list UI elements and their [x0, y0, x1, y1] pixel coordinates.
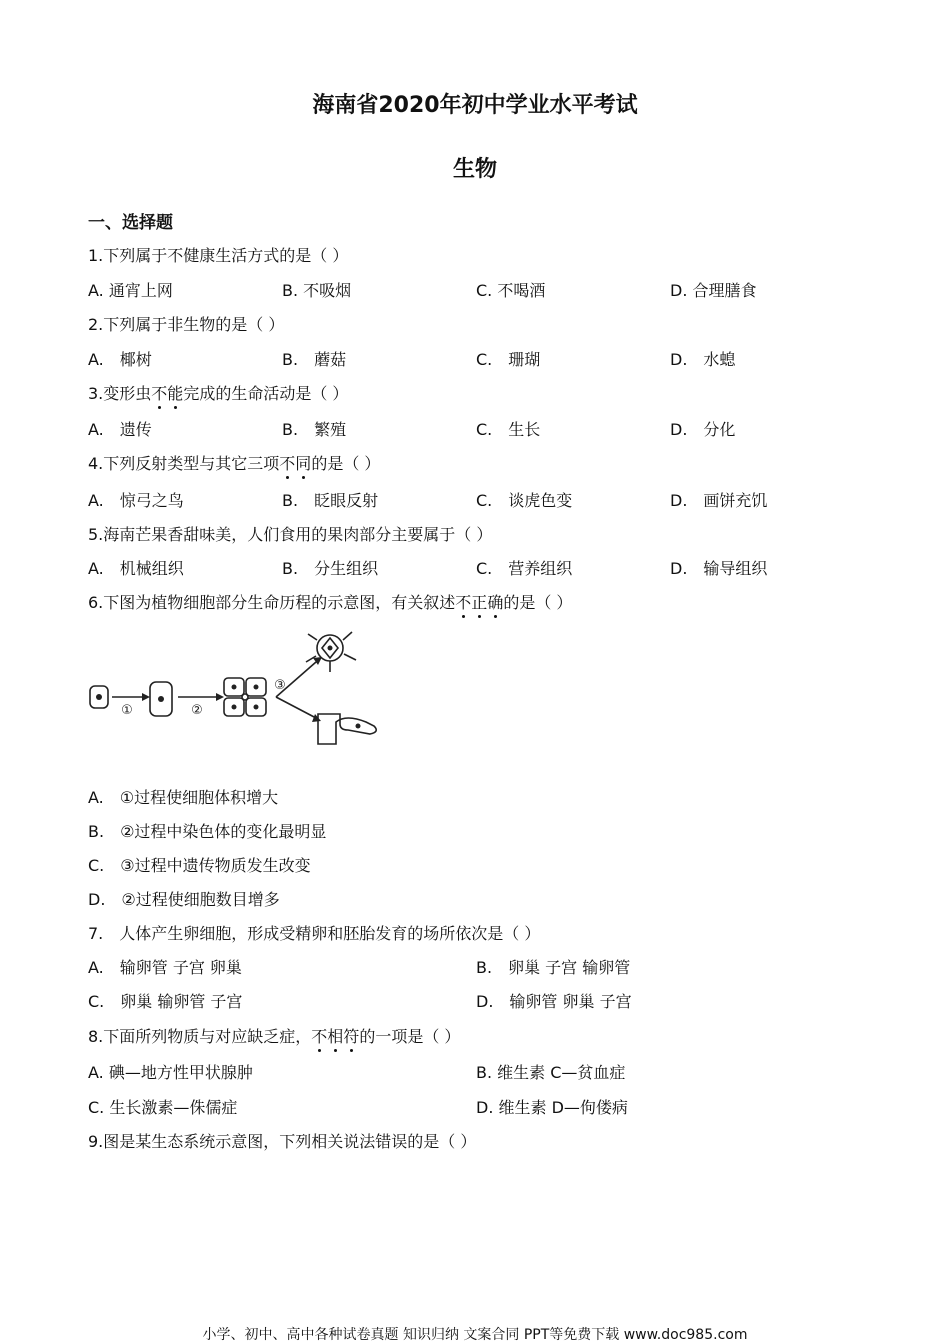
- step-label-2: ②: [191, 703, 203, 718]
- q1-option-d: D. 合理膳食: [670, 281, 757, 300]
- q2-option-d: D. 水螅: [670, 350, 736, 369]
- q6-stem-post: 的是（ ）: [503, 593, 573, 612]
- question-8-stem: [88, 1024, 460, 1047]
- q4-option-c: C. 谈虎色变: [476, 491, 573, 510]
- q4-option-b: B. 眨眼反射: [282, 491, 379, 510]
- q4-stem-post: 的是（ ）: [311, 454, 381, 473]
- question-7-stem: 7. 人体产生卵细胞，形成受精卵和胚胎发育的场所依次是（ ）: [88, 924, 541, 943]
- q8-stem-post: 的一项是（ ）: [359, 1027, 461, 1046]
- arrowhead-3-lower: [312, 714, 321, 722]
- page-footer: 小学、初中、高中各种试卷真题 知识归纳 文案合同 PPT等免费下载 www.doc985.com: [202, 1327, 748, 1343]
- question-5-stem: 5.海南芒果香甜味美，人们食用的果肉部分主要属于（ ）: [88, 525, 493, 544]
- q4-emphasis-char: 同: [295, 451, 311, 474]
- q2-option-c: C. 珊瑚: [476, 350, 541, 369]
- divided-cells: [224, 678, 266, 716]
- q8-emphasis-char: 符: [343, 1024, 359, 1047]
- q4-stem-pre: 4.下列反射类型与其它三项: [88, 454, 280, 473]
- q8-stem-pre: 8.下面所列物质与对应缺乏症，: [88, 1027, 312, 1046]
- q6-option-c: C. ③过程中遗传物质发生改变: [88, 856, 311, 875]
- q7-option-c: C. 卵巢 输卵管 子宫: [88, 992, 243, 1011]
- q6-option-d: D. ②过程使细胞数目增多: [88, 890, 280, 909]
- q8-option-c: C. 生长激素—侏儒症: [88, 1098, 238, 1117]
- q6-emphasis-char: 不: [455, 590, 471, 613]
- differentiated-cell-stellate: [306, 632, 356, 672]
- q7-option-b: B. 卵巢 子宫 输卵管: [476, 958, 631, 977]
- q8-emphasis-char: 相: [327, 1024, 343, 1047]
- q5-option-d: D. 输导组织: [670, 559, 768, 578]
- step-label-3: ③: [274, 678, 286, 693]
- plant-cell-diagram: [84, 626, 384, 756]
- q1-option-b: B. 不吸烟: [282, 281, 352, 300]
- q8-emphasis-char: 不: [311, 1024, 327, 1047]
- q3-emphasis-char: 能: [167, 381, 183, 404]
- section-heading: 一、选择题: [88, 213, 173, 233]
- subject-title: 生物: [452, 157, 497, 182]
- q8-option-b: B. 维生素 C—贫血症: [476, 1063, 626, 1082]
- q7-option-d: D. 输卵管 卵巢 子宫: [476, 992, 632, 1011]
- q3-option-b: B. 繁殖: [282, 420, 347, 439]
- q6-option-a: A. ①过程使细胞体积增大: [88, 788, 279, 807]
- question-3-stem: [88, 381, 348, 404]
- q2-option-a: A. 椰树: [88, 350, 152, 369]
- q5-option-b: B. 分生组织: [282, 559, 379, 578]
- q3-stem-pre: 3.变形虫: [88, 384, 152, 403]
- q3-option-d: D. 分化: [670, 420, 736, 439]
- question-1-stem: 1.下列属于不健康生活方式的是（ ）: [88, 246, 349, 265]
- q8-option-d: D. 维生素 D—佝偻病: [476, 1098, 628, 1117]
- q3-emphasis-char: 不: [151, 381, 167, 404]
- question-9-stem: 9.图是某生态系统示意图，下列相关说法错误的是（ ）: [88, 1132, 477, 1151]
- q6-emphasis-char: 正: [471, 590, 487, 613]
- q5-option-a: A. 机械组织: [88, 559, 184, 578]
- q6-option-b: B. ②过程中染色体的变化最明显: [88, 822, 327, 841]
- q3-stem-post: 完成的生命活动是（ ）: [183, 384, 349, 403]
- q3-option-a: A. 遗传: [88, 420, 152, 439]
- q8-option-a: A. 碘—地方性甲状腺肿: [88, 1063, 253, 1082]
- arrowhead-2: [216, 693, 224, 701]
- question-4-stem: [88, 451, 380, 474]
- q7-option-a: A. 输卵管 子宫 卵巢: [88, 958, 242, 977]
- question-6-stem: [88, 590, 572, 613]
- q1-option-a: A. 通宵上网: [88, 281, 173, 300]
- q4-option-a: A. 惊弓之鸟: [88, 491, 184, 510]
- arrow-3-lower: [276, 697, 316, 718]
- q4-emphasis-char: 不: [279, 451, 295, 474]
- differentiated-cell-elongated: [318, 714, 376, 744]
- arrowhead-1: [142, 693, 150, 701]
- q1-option-c: C. 不喝酒: [476, 281, 546, 300]
- question-2-stem: 2.下列属于非生物的是（ ）: [88, 315, 285, 334]
- q6-emphasis-char: 确: [487, 590, 503, 613]
- step-label-1: ①: [121, 703, 133, 718]
- q2-option-b: B. 蘑菇: [282, 350, 347, 369]
- q3-option-c: C. 生长: [476, 420, 541, 439]
- exam-title: 海南省2020年初中学业水平考试: [312, 93, 638, 118]
- q5-option-c: C. 营养组织: [476, 559, 573, 578]
- q6-stem-pre: 6.下图为植物细胞部分生命历程的示意图，有关叙述: [88, 593, 456, 612]
- q4-option-d: D. 画饼充饥: [670, 491, 768, 510]
